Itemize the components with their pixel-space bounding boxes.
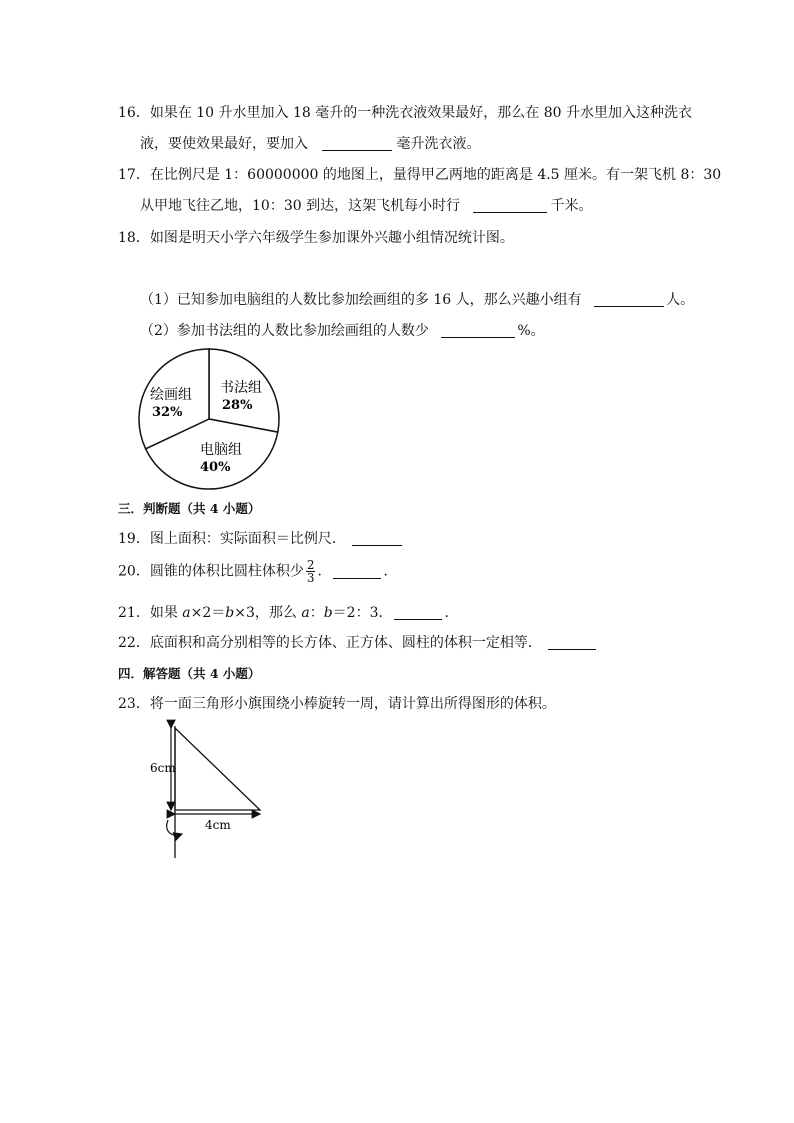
- q17-text: 从甲地飞往乙地，10：30 到达，这架飞机每小时行: [140, 198, 461, 214]
- q20-text: 20．圆锥的体积比圆柱体积少: [118, 563, 304, 580]
- q20-end-punct: ．: [383, 563, 398, 580]
- q18-sub1-text: （1）已知参加电脑组的人数比参加绘画组的多 16 人，那么兴趣小组有: [140, 292, 582, 308]
- q19: [118, 529, 402, 549]
- q21-text-2: ×2＝: [190, 605, 226, 621]
- q21-var-b2: b: [323, 605, 333, 621]
- q21-var-b: b: [225, 605, 235, 621]
- q16-text: 液，要使效果最好，要加入: [140, 136, 308, 152]
- q20-fraction-numerator: 2: [306, 558, 315, 572]
- interest-group-pie-chart: [130, 340, 290, 500]
- q21-end-punct: ．: [444, 605, 459, 621]
- q17-unit: 千米。: [550, 198, 593, 214]
- q21: [118, 603, 458, 623]
- q22: [118, 633, 596, 653]
- pie-label-painting-name: 绘画组: [150, 387, 192, 403]
- q19-answer-blank[interactable]: [352, 530, 402, 546]
- q18-sub2-unit: %。: [517, 323, 545, 339]
- q22-text: 22．底面积和高分别相等的长方体、正方体、圆柱的体积一定相等．: [118, 635, 542, 651]
- q21-text-5: ＝2：3．: [332, 605, 393, 621]
- height-label: 6cm: [150, 761, 176, 775]
- q20-fraction-denominator: 3: [306, 571, 315, 585]
- q18-sub1-unit: 人。: [666, 292, 695, 308]
- q16-line2: [140, 134, 480, 154]
- q23-text: 23．将一面三角形小旗围绕小棒旋转一周，请计算出所得图形的体积。: [118, 696, 556, 712]
- q21-answer-blank[interactable]: [394, 604, 442, 620]
- pie-label-computer-value: 40%: [200, 460, 231, 475]
- section-judge-heading: 三．判断题（共 4 小题）: [118, 501, 261, 516]
- q18-sub2: [140, 321, 545, 341]
- q17-line1: 17．在比例尺是 1：60000000 的地图上，量得甲乙两地的距离是 4.5 厘米。有一架飞机 8：30: [118, 167, 722, 183]
- triangle-flag: [175, 728, 260, 810]
- q20: [118, 559, 397, 584]
- q21-text-1: 21．如果: [118, 605, 183, 621]
- q18-sub2-answer-blank[interactable]: [441, 322, 515, 338]
- q18-sub1: [140, 290, 694, 310]
- section-answer-heading: 四．解答题（共 4 小题）: [118, 666, 261, 681]
- pie-label-calligraphy-name: 书法组: [220, 380, 262, 396]
- q20-answer-blank[interactable]: [333, 563, 381, 579]
- q20-fraction: [306, 559, 316, 584]
- q19-text: 19．图上面积：实际面积＝比例尺．: [118, 531, 346, 547]
- pie-label-painting-value: 32%: [152, 405, 183, 420]
- q21-text-3: ×3，那么: [234, 605, 302, 621]
- q18-line1: 18．如图是明天小学六年级学生参加课外兴趣小组情况统计图。: [118, 230, 514, 246]
- q17-answer-blank[interactable]: [473, 197, 547, 213]
- q16-line1: 16．如果在 10 升水里加入 18 毫升的一种洗衣液效果最好，那么在 80 升水里加入这种洗衣: [118, 105, 692, 121]
- pie-label-calligraphy-value: 28%: [222, 398, 253, 413]
- q17-line2: [140, 196, 593, 216]
- q16-unit: 毫升洗衣液。: [396, 136, 481, 152]
- q22-answer-blank[interactable]: [548, 634, 596, 650]
- q21-text-4: ：: [309, 605, 324, 621]
- q18-sub1-answer-blank[interactable]: [594, 291, 664, 307]
- base-label: 4cm: [205, 818, 231, 832]
- q21-var-a: a: [182, 605, 191, 621]
- q21-var-a2: a: [301, 605, 310, 621]
- pie-label-computer-name: 电脑组: [200, 442, 242, 458]
- q16-answer-blank[interactable]: [322, 135, 392, 151]
- q18-sub2-text: （2）参加书法组的人数比参加绘画组的人数少: [140, 323, 429, 339]
- q20-punct: ．: [317, 563, 332, 580]
- triangle-flag-diagram: [150, 722, 270, 862]
